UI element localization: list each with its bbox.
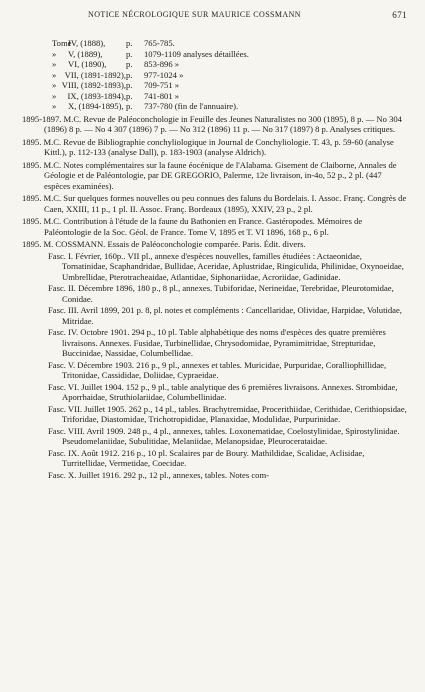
- volume-prefix: »: [52, 80, 57, 90]
- page-abbrev: p.: [126, 101, 133, 111]
- volume-prefix: »: [52, 90, 57, 101]
- volume-prefix: »: [52, 59, 57, 69]
- volume-prefix: »: [52, 69, 57, 80]
- volume-row: [52, 101, 409, 112]
- volume-label: [52, 70, 126, 81]
- fascicule-entry: Fasc. III. Avril 1899, 201 p. 8, pl. notes et compléments : Cancellaridae, Olividae, Harpidae, Volutidae, Mitridae.: [48, 305, 402, 326]
- volume-prefix: »: [52, 101, 57, 111]
- volume-pages: 977-1024 »: [144, 69, 184, 80]
- volume-label: [52, 49, 126, 60]
- page-abbrev: p.: [126, 59, 133, 69]
- bibliography-entry: 1895. M.C. Contribution à l'étude de la faune du Bathonien en France. Gastéropodes. Mémoires de Paléontologie de la Soc. Géol. de France. Tome V, 1895 et T. VI 1896, 168 p., 6 pl.: [22, 216, 363, 237]
- volume-number: VI, (1890),: [68, 59, 107, 69]
- bibliography-entry: 1895-1897. M.C. Revue de Paléoconchologie in Feuille des Jeunes Naturalistes no 300 (1895), 8 p. — No 304 (1896) 8 p. — No 4 307 (1896) 7 p. — No 312 (1896) 11 p. — No 317 (1897) 8 p. Analyses critiques.: [22, 113, 402, 134]
- page-number: 671: [392, 10, 407, 20]
- bibliography-entry: 1895. M.C. Sur quelques formes nouvelles ou peu connues des faluns du Bordelais. I. Assoc. Franç. Congrès de Caen, XXIII, 11 p., 1 pl. II. Assoc. Franç. Bordeaux (1895), XXIV, 23 p., 2 pl.: [22, 193, 407, 214]
- volume-label: [52, 38, 126, 49]
- page-abbrev: p.: [126, 80, 133, 90]
- header-title: NOTICE NÉCROLOGIQUE SUR MAURICE COSSMANN: [88, 10, 301, 19]
- volume-label: [52, 80, 126, 91]
- fascicule-entry: Fasc. V. Décembre 1903. 216 p., 9 pl., annexes et tables. Muricidae, Purpuridae, Coralliophillidae, Tritonidae, Cassididae, Doliidae, Cypraeidae.: [48, 359, 387, 380]
- fascicule-entry: Fasc. II. Décembre 1896, 180 p., 8 pl., annexes. Tubiforidae, Nerineidae, Terebridae, Pleurotomidae, Conidae.: [48, 283, 394, 304]
- volume-row: [52, 70, 409, 81]
- volume-prefix: Tome: [52, 38, 72, 48]
- volume-pages: 1079-1109 analyses détaillées.: [144, 48, 249, 59]
- volume-number: IV, (1888),: [68, 38, 106, 48]
- volume-number: V, (1889),: [68, 48, 103, 59]
- page-body: [22, 38, 409, 480]
- fascicule-entry: Fasc. VI. Juillet 1904. 152 p., 9 pl., table analytique des 6 premières livraisons. Annexes. Strombidae, Aporrhaidae, Struthiolariidae, Columbellinidae.: [48, 381, 398, 402]
- bibliography-entry: 1895. M. COSSMANN. Essais de Paléoconchologie comparée. Paris. Édit. divers.: [22, 239, 306, 249]
- volume-pages: 737-780 (fin de l'annuaire).: [144, 101, 239, 111]
- fascicule-entry: Fasc. VII. Juillet 1905. 262 p., 14 pl., tables. Brachytremidae, Procerithiidae, Cerithidae, Cerithiopsidae, Triforidae, Diastomidae, Trichotropididae, Planaxidae, Modulidae, Purpurinidae.: [48, 403, 407, 424]
- fascicule-entry: Fasc. X. Juillet 1916. 292 p., 12 pl., annexes, tables. Notes com-: [48, 469, 270, 480]
- volume-row: [52, 80, 409, 91]
- volume-pages: 709-751 »: [144, 80, 180, 90]
- volume-number: VII, (1891-1892),: [64, 69, 126, 80]
- bibliography-entry: 1895. M.C. Revue de Bibliographie conchyliologique in Journal de Conchyliologie. T. 43, p. 59-60 (analyse Kittl.), p. 112-133 (analyse Dall), p. 183-1903 (analyse Aldrich).: [22, 136, 394, 157]
- fascicule-entry: Fasc. I. Février, 160p.. VII pl., annexe d'espèces nouvelles, familles étudiées : Actaeonidae, Tornatinidae, Scaphandridae, Bullidae, Aceridae, Aplustridae, Ringiculida, Philinidae, Oxynoeidae, Umbrellidae, Pterotracheaidae, Atlantidae, Siphonariidae, Acroriidae, Gadinidae.: [48, 250, 404, 282]
- fascicule-list: [22, 251, 409, 481]
- volume-list: [52, 38, 409, 112]
- volume-label: [52, 101, 126, 112]
- volume-number: IX, (1893-1894),: [67, 90, 126, 101]
- page-abbrev: p.: [126, 38, 133, 48]
- fascicule-entry: Fasc. VIII. Avril 1909. 248 p., 4 pl., annexes, tables. Loxonematidae, Coelostylinidae, Spirostylinidae. Pseudomelaniidae, Subulitidae, Melaniidae, Melanopsidae, Pleurocerataidae.: [48, 425, 400, 446]
- volume-label: [52, 91, 126, 102]
- volume-row: [52, 38, 409, 49]
- volume-row: [52, 91, 409, 102]
- volume-number: VIII, (1892-1893),: [61, 80, 126, 90]
- volume-prefix: »: [52, 48, 57, 59]
- volume-row: [52, 49, 409, 60]
- volume-pages: 741-801 »: [144, 90, 180, 101]
- running-header: [22, 10, 407, 24]
- bibliography-entries: [22, 114, 409, 250]
- page-abbrev: p.: [126, 90, 133, 101]
- volume-pages: 853-896 »: [144, 59, 180, 69]
- page-abbrev: p.: [126, 48, 133, 59]
- volume-pages: 765-785.: [144, 38, 175, 48]
- volume-label: [52, 59, 126, 70]
- volume-number: X, (1894-1895),: [68, 101, 124, 111]
- page-abbrev: p.: [126, 69, 133, 80]
- bibliography-entry: 1895. M.C. Notes complémentaires sur la faune éocénique de l'Alabama. Gisement de Claiborne, Annales de Géologie et de Paléontologie, par DE GREGORIO, Palerme, 12e livraison, in-4o, 52 p., 2 pl. (447 espèces examinées).: [22, 159, 397, 191]
- fascicule-entry: Fasc. IV. Octobre 1901. 294 p., 10 pl. Table alphabétique des noms d'espèces des quatre premières livraisons. Annexes. Fusidae, Turbinellidae, Chrysodomidae, Pyramimitridae, Strepturidae, Buccinidae, Nassidae, Columbellidae.: [48, 327, 386, 358]
- volume-row: [52, 59, 409, 70]
- fascicule-entry: Fasc. IX. Août 1912. 216 p., 10 pl. Scalaires par de Boury. Mathildidae, Scalidae, Aclisidae, Turritellidae, Vermetidae, Coecidae.: [48, 447, 365, 468]
